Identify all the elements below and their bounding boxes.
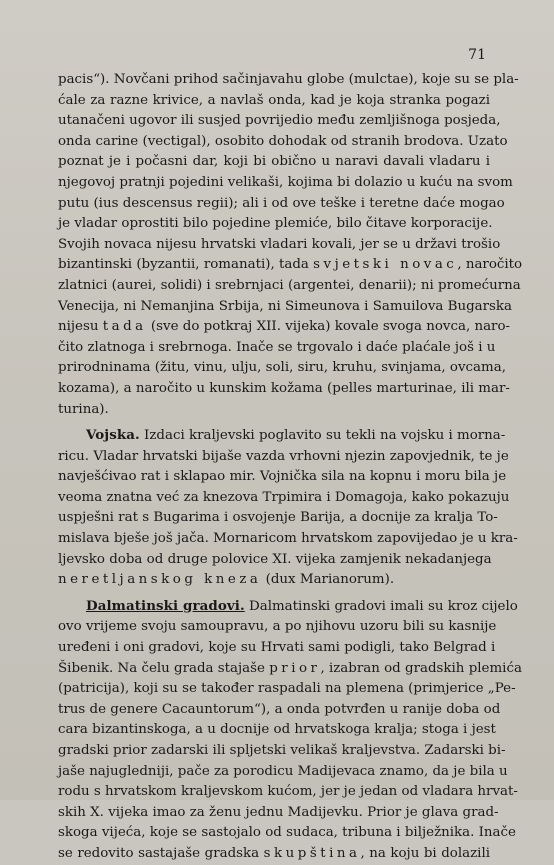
text-segment: (sve do potkraj XII. vijeka) kovale svoga novca, naro-: [146, 319, 511, 335]
text-line: (patricija), koji su se također raspadali na plemena (primjerice „Pe-: [58, 681, 516, 697]
page-number: 71: [468, 47, 486, 63]
text-line: mislava bješe još jača. Mornaricom hrvatskom zapovijedao je u kra-: [58, 531, 518, 547]
text-line: skoga vijeća, koje se sastojalo od sudaca, tribuna i bilježnika. Inače: [58, 825, 516, 841]
text-line: [58, 596, 518, 618]
text-line: cara bizantinskoga, a u docnije od hrvatskoga kralja; stoga i jest: [58, 722, 496, 738]
text-line: ovo vrijeme svoju samoupravu, a po njihovu uzoru bili su kasnije: [58, 619, 497, 635]
text-line: poznat je i počasni dar, koji bi obično u naravi davali vladaru i: [58, 154, 490, 170]
spaced-term: tada: [102, 319, 147, 335]
text-line: [58, 570, 490, 591]
text-line: ćale za razne krivice, a navlaš onda, kad je koja stranka pogazi: [58, 92, 490, 108]
text-line: [58, 659, 522, 680]
text-line: utanačeni ugovor ili susjed povrijedio među zemljišnoga posjeda,: [58, 113, 501, 129]
text-line: uspješni rat s Bugarima i osvojenje Barija, a docnije za kralja To-: [58, 510, 498, 526]
text-segment: , na koju bi dolazili: [360, 845, 491, 861]
text-line: onda carine (vectigal), osobito dohodak od stranih brodova. Uzato: [58, 133, 508, 149]
text-line: navješćivao rat i sklapao mir. Vojnička sila na kopnu i moru bila je: [58, 469, 507, 485]
text-segment: (dux Marianorum).: [261, 572, 395, 588]
text-line: veoma znatna već za knezova Trpimira i Domagoja, kako pokazuju: [58, 489, 510, 505]
text-line: turina).: [58, 401, 109, 417]
text-line: pacis“). Novčani prihod sačinjavahu globe (mulctae), koje su se pla-: [58, 72, 519, 87]
text-segment: se redovito sastajaše gradska: [58, 845, 264, 861]
spaced-term: skupština: [263, 845, 361, 861]
spaced-term: prior: [269, 660, 321, 676]
text-line: [58, 844, 490, 865]
body-text: [58, 70, 523, 865]
text-line: njegovoj pratnji pojedini velikaši, kojima bi dolazio u kuću na svom: [58, 174, 513, 190]
text-line: [58, 317, 511, 338]
spaced-term: svjetski novac: [313, 257, 458, 273]
paragraph-dalmatian-cities: [58, 596, 522, 865]
text-line: ricu. Vladar hrvatski bijaše vazda vrhovni njezin zapovjednik, te je: [58, 448, 509, 464]
text-line: putu (ius descensus regii); ali i od ove teške i teretne daće mogao: [58, 195, 505, 211]
text-line: [58, 425, 506, 447]
section-heading: Dalmatinski gradovi.: [86, 597, 245, 614]
text-segment: Šibenik. Na čelu grada stajaše: [58, 660, 270, 676]
section-heading: Vojska.: [86, 427, 140, 444]
text-segment: nijesu: [58, 319, 103, 335]
text-line: je vladar oprostiti bilo pojedine plemiće, bilo čitave korporacije.: [58, 216, 493, 232]
text-line: uređeni i oni gradovi, koje su Hrvati sami podigli, tako Belgrad i: [58, 640, 496, 656]
paragraph-army: [58, 425, 518, 591]
text-line: Venecija, ni Nemanjina Srbija, ni Simeunova i Samuilova Bugarska: [58, 298, 513, 314]
text-line: čito zlatnoga i srebrnoga. Inače se trgovalo i daće plaćale još i u: [58, 339, 496, 355]
text-line: zlatnici (aurei, solidi) i srebrnjaci (argentei, denarii); ni promećurna: [58, 277, 521, 293]
text-segment: bizantinski (byzantii, romanati), tada: [58, 257, 314, 273]
text-line: trus de genere Cacauntorum“), a onda potvrđen u ranije doba od: [58, 701, 501, 717]
text-line: Svojih novaca nijesu hrvatski vladari kovali, jer se u državi trošio: [58, 236, 501, 252]
text-line: rodu s hrvatskom kraljevskom kućom, jer je jedan od vladara hrvat-: [58, 784, 518, 800]
paragraph-revenue: [58, 70, 523, 420]
text-line: jaše najugledniji, pače za porodicu Madijevaca znamo, da je bila u: [58, 763, 508, 779]
text-line: prirodninama (žitu, vinu, ulju, soli, siru, kruhu, svinjama, ovcama,: [58, 360, 506, 376]
text-segment: , naročito: [457, 257, 523, 273]
text-segment: , izabran od gradskih plemića: [320, 660, 522, 676]
text-line: [58, 255, 523, 276]
text-line: kozama), a naročito u kunskim kožama (pelles marturinae, ili mar-: [58, 380, 510, 396]
text-segment: Izdaci kraljevski poglavito su tekli na vojsku i morna-: [139, 428, 506, 444]
text-line: gradski prior zadarski ili spljetski velikaš kraljevstva. Zadarski bi-: [58, 743, 506, 758]
text-line: ljevsko doba od druge polovice XI. vijeka zamjenik nekadanjega: [58, 551, 492, 567]
text-line: skih X. vijeka imao za ženu jednu Madijevku. Prior je glava grad-: [58, 804, 499, 820]
spaced-term: neretljanskog kneza: [58, 572, 262, 588]
text-segment: Dalmatinski gradovi imali su kroz cijelo: [244, 598, 518, 614]
